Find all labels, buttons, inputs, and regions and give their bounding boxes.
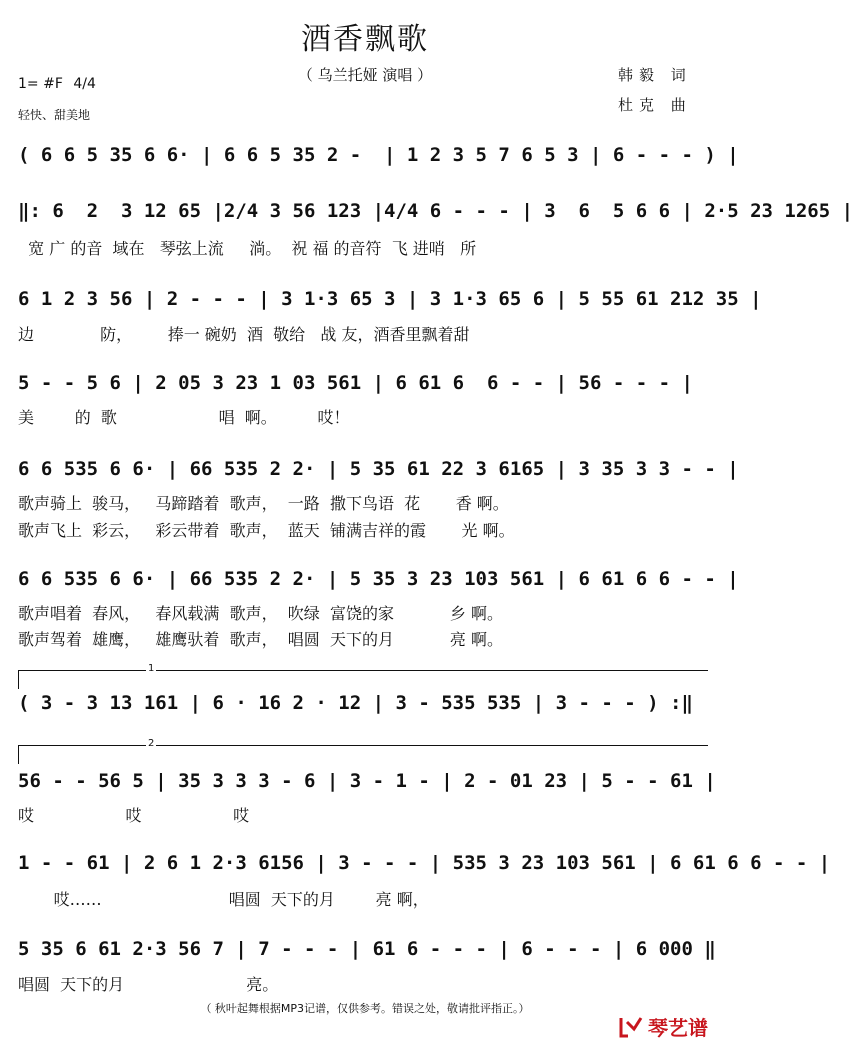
key-signature [18, 76, 96, 92]
lyric-line-verse-1: 歌声骑上 骏马， 马蹄踏着 歌声， 一路 撒下鸟语 花 香 啊。 [18, 494, 509, 513]
lyric-line: 唱圆 天下的月 亮。 [18, 975, 279, 994]
notation-line: 1 - - 61 | 2 6 1 2·3 6156 | 3 - - - | 535 3 23 103 561 | 6 61 6 6 - - | [18, 852, 831, 874]
lyric-line: 哎 哎 哎 [18, 806, 250, 825]
site-logo [618, 1012, 708, 1041]
lyric-line: 边 防， 捧一 碗奶 酒 敬给 战 友，酒香里飘着甜 [18, 325, 470, 344]
key-label: 1= #F [18, 76, 63, 92]
performer: （ 乌兰托娅 演唱 ） [297, 66, 433, 84]
notation-line: 5 - - 5 6 | 2 05 3 23 1 03 561 | 6 61 6 6 - - | 56 - - - | [18, 372, 693, 394]
logo-icon [618, 1014, 644, 1040]
lyric-line-verse-2: 歌声飞上 彩云， 彩云带着 歌声， 蓝天 铺满吉祥的霞 光 啊。 [18, 521, 515, 540]
lyric-line: 宽 广 的音 域在 琴弦上流 淌。 祝 福 的音符 飞 进哨 所 [18, 239, 477, 258]
composer: 杜克 曲 [618, 96, 692, 114]
volta-number: 1 [148, 663, 155, 674]
time-signature: 4/4 [73, 76, 96, 92]
volta-number: 2 [148, 738, 155, 749]
notation-line: ( 3 - 3 13 161 | 6 · 16 2 · 12 | 3 - 535 535 | 3 - - - ) :‖ [18, 692, 693, 714]
lyric-line-verse-1: 歌声唱着 春风， 春风载满 歌声， 吹绿 富饶的家 乡 啊。 [18, 604, 503, 623]
notation-line: ( 6 6 5 35 6 6· | 6 6 5 35 2 - | 1 2 3 5 7 6 5 3 | 6 - - - ) | [18, 144, 739, 166]
tempo-marking: 轻快、甜美地 [18, 108, 91, 122]
notation-line: 5 35 6 61 2·3 56 7 | 7 - - - | 61 6 - - - | 6 - - - | 6 000 ‖ [18, 938, 716, 960]
notation-line: 56 - - 56 5 | 35 3 3 3 - 6 | 3 - 1 - | 2 - 01 23 | 5 - - 61 | [18, 770, 716, 792]
notation-line: 6 6 535 6 6· | 66 535 2 2· | 5 35 61 22 3 6165 | 3 35 3 3 - - | [18, 458, 739, 480]
volta-bracket-1 [18, 663, 708, 674]
notation-line: 6 6 535 6 6· | 66 535 2 2· | 5 35 3 23 103 561 | 6 61 6 6 - - | [18, 568, 739, 590]
notation-line: ‖: 6 2 3 12 65 |2/4 3 56 123 |4/4 6 - - - | 3 6 5 6 6 | 2·5 23 1265 | [18, 200, 853, 222]
volta-bracket-2 [18, 738, 708, 749]
lyric-line: 美 的 歌 唱 啊。 哎！ [18, 408, 350, 427]
page-title: 酒香飘歌 [301, 22, 429, 57]
lyric-line-verse-2: 歌声驾着 雄鹰， 雄鹰驮着 歌声， 唱圆 天下的月 亮 啊。 [18, 630, 503, 649]
notation-line: 6 1 2 3 56 | 2 - - - | 3 1·3 65 3 | 3 1·3 65 6 | 5 55 61 212 35 | [18, 288, 762, 310]
logo-text: 琴艺谱 [648, 1016, 708, 1040]
lyricist: 韩毅 词 [618, 66, 692, 84]
lyric-line: 哎…… 唱圆 天下的月 亮 啊， [18, 890, 429, 909]
footer-note: （ 秋叶起舞根据MP3记谱，仅供参考。错误之处，敬请批评指正。） [200, 1002, 530, 1015]
